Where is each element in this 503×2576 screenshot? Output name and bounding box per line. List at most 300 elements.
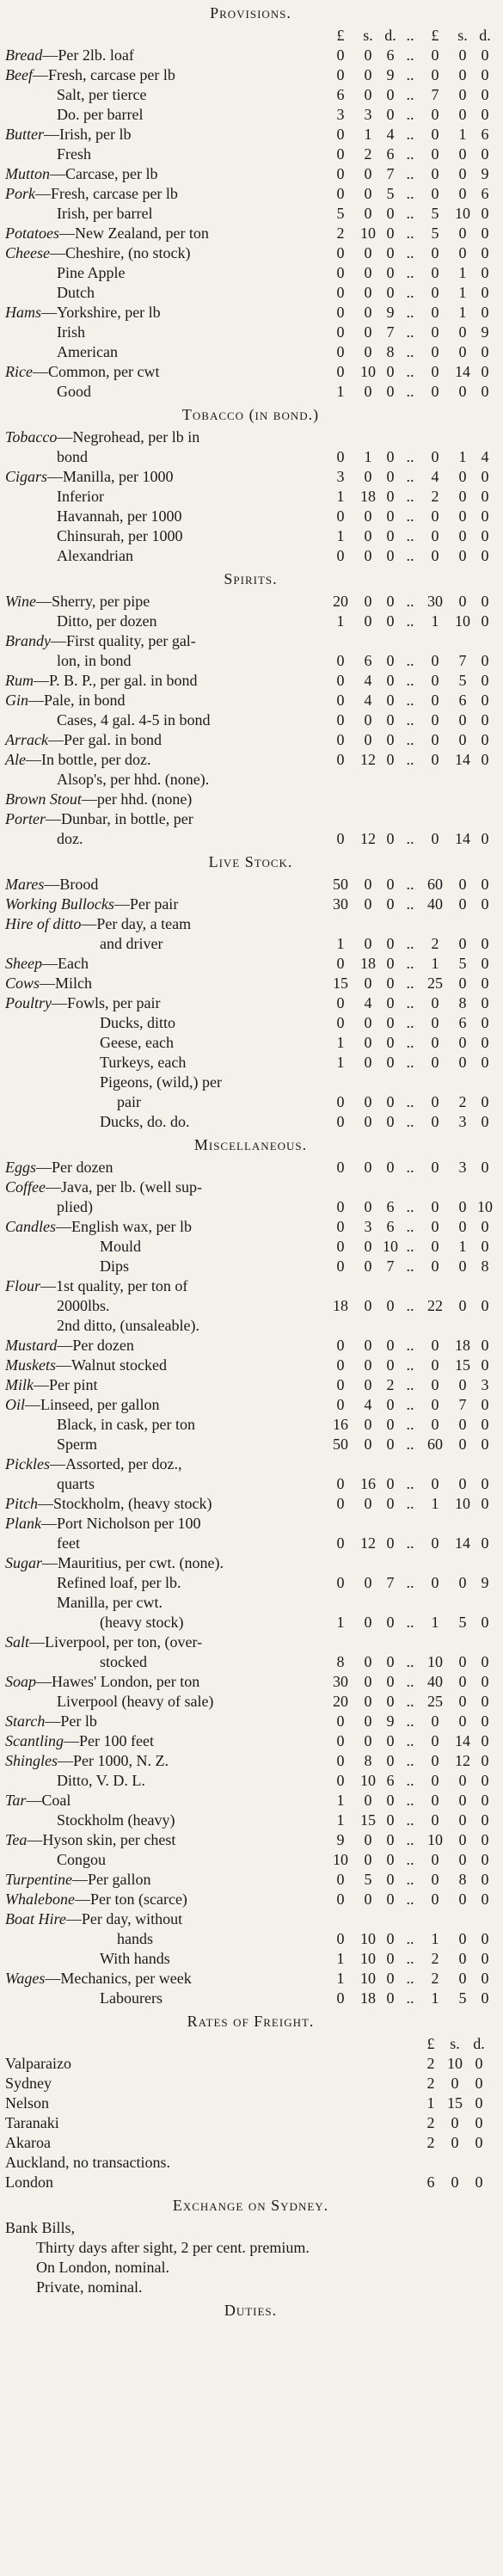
price-value: £ bbox=[431, 27, 439, 44]
price-value: 5 bbox=[458, 672, 467, 689]
price-row bbox=[5, 303, 496, 323]
price-value: 2 bbox=[431, 488, 439, 505]
range-separator: .. bbox=[406, 1534, 414, 1552]
price-value: 0 bbox=[364, 507, 372, 525]
price-value: 0 bbox=[386, 1014, 395, 1031]
range-separator: .. bbox=[406, 1054, 414, 1071]
price-value: 3 bbox=[336, 106, 345, 123]
item-name: Coffee bbox=[5, 1178, 46, 1196]
item-name: Tar bbox=[5, 1792, 27, 1809]
item-description bbox=[5, 1909, 324, 1929]
price-row bbox=[5, 1989, 496, 2008]
price-value: 0 bbox=[431, 830, 439, 847]
item-detail: Dips bbox=[100, 1257, 130, 1275]
range-separator: .. bbox=[406, 751, 414, 768]
price-value: 0 bbox=[431, 547, 439, 564]
price-value: 15 bbox=[360, 1811, 376, 1829]
price-value: 10 bbox=[427, 1653, 443, 1670]
freight-value: 2 bbox=[426, 2114, 435, 2131]
price-value: 0 bbox=[386, 205, 395, 222]
range-separator: .. bbox=[406, 323, 414, 341]
price-value: 8 bbox=[458, 994, 467, 1011]
price-row bbox=[5, 1751, 496, 1771]
item-text bbox=[100, 1238, 141, 1255]
price-row bbox=[5, 144, 496, 164]
item-text bbox=[5, 1396, 159, 1413]
freight-rate bbox=[419, 2153, 496, 2173]
item-detail: —P. B. P., per gal. in bond bbox=[34, 672, 198, 689]
price-value: 0 bbox=[481, 1014, 489, 1031]
price-value: 0 bbox=[458, 1970, 467, 1987]
price-value: 0 bbox=[431, 1792, 439, 1809]
item-text bbox=[100, 1989, 163, 2007]
price-value: 60 bbox=[427, 1436, 443, 1453]
item-detail: Inferior bbox=[57, 488, 104, 505]
price-value: 6 bbox=[386, 1198, 395, 1215]
price-columns bbox=[324, 283, 496, 303]
item-detail: bond bbox=[57, 448, 88, 465]
item-detail: —Pale, in bond bbox=[28, 692, 126, 709]
price-row bbox=[5, 1112, 496, 1132]
price-columns bbox=[324, 1375, 496, 1395]
price-value: 4 bbox=[364, 672, 372, 689]
freight-rate bbox=[419, 2113, 496, 2133]
price-value: 14 bbox=[455, 363, 470, 380]
price-columns bbox=[324, 46, 496, 65]
price-row bbox=[5, 467, 496, 487]
price-value: 0 bbox=[458, 547, 467, 564]
price-columns bbox=[324, 612, 496, 631]
item-description bbox=[5, 526, 324, 546]
item-text bbox=[5, 593, 150, 610]
item-name: Mares bbox=[5, 876, 45, 893]
price-value: 0 bbox=[336, 284, 345, 301]
price-row bbox=[5, 1296, 496, 1316]
item-text bbox=[100, 1014, 175, 1031]
price-columns bbox=[324, 974, 496, 993]
price-value: 6 bbox=[386, 1772, 395, 1789]
item-description bbox=[5, 1177, 324, 1197]
item-name: Turpentine bbox=[5, 1871, 73, 1888]
item-description bbox=[5, 362, 324, 382]
item-name: Whalebone bbox=[5, 1891, 75, 1908]
price-value: 0 bbox=[336, 1093, 345, 1110]
item-detail: —Fresh, carcase per lb bbox=[32, 66, 175, 83]
price-columns bbox=[324, 1013, 496, 1033]
price-row bbox=[5, 1791, 496, 1811]
item-detail: Manilla, per cwt. bbox=[57, 1594, 163, 1611]
price-value: 0 bbox=[481, 711, 489, 729]
price-value: 0 bbox=[386, 672, 395, 689]
price-value: 0 bbox=[458, 1673, 467, 1690]
item-description bbox=[5, 993, 324, 1013]
item-name: Cows bbox=[5, 974, 40, 992]
price-row bbox=[5, 651, 496, 671]
price-columns bbox=[324, 1870, 496, 1890]
price-row bbox=[5, 1053, 496, 1073]
item-description bbox=[5, 1929, 324, 1949]
price-row bbox=[5, 1454, 496, 1474]
price-value: 0 bbox=[364, 244, 372, 261]
price-row bbox=[5, 1929, 496, 1949]
tobacco-heading: Tobacco (in bond.) bbox=[181, 406, 320, 423]
range-separator: .. bbox=[406, 468, 414, 485]
price-value: 10 bbox=[360, 1930, 376, 1947]
item-text bbox=[57, 1198, 93, 1215]
exchange-line: Bank Bills, bbox=[5, 2219, 76, 2236]
price-value: 18 bbox=[333, 1297, 348, 1314]
price-value: 0 bbox=[431, 448, 439, 465]
freight-value: 6 bbox=[426, 2173, 435, 2191]
price-value: 0 bbox=[386, 895, 395, 913]
freight-destination: Nelson bbox=[5, 2094, 49, 2112]
item-description bbox=[5, 671, 324, 691]
price-columns bbox=[324, 1652, 496, 1672]
item-text bbox=[100, 935, 163, 952]
price-columns bbox=[324, 105, 496, 125]
price-columns bbox=[324, 507, 496, 526]
price-columns bbox=[324, 164, 496, 184]
item-text bbox=[5, 672, 198, 689]
item-name: Tea bbox=[5, 1831, 28, 1848]
price-value: 0 bbox=[386, 1054, 395, 1071]
item-description bbox=[5, 1276, 324, 1296]
price-value: 0 bbox=[364, 205, 372, 222]
freight-value: 10 bbox=[447, 2055, 463, 2072]
price-value: £ bbox=[336, 27, 345, 44]
price-value: 0 bbox=[336, 751, 345, 768]
price-value: 18 bbox=[360, 1989, 376, 2007]
freight-value: 0 bbox=[475, 2094, 483, 2112]
price-value: 0 bbox=[336, 1871, 345, 1888]
price-value: 0 bbox=[481, 593, 489, 610]
price-value: 0 bbox=[458, 1574, 467, 1591]
freight-value: 2 bbox=[426, 2075, 435, 2092]
price-columns bbox=[324, 1356, 496, 1375]
range-separator: .. bbox=[406, 1297, 414, 1314]
price-value: 0 bbox=[481, 383, 489, 400]
price-value: 12 bbox=[360, 751, 376, 768]
price-value: 0 bbox=[386, 507, 395, 525]
price-value: 0 bbox=[364, 46, 372, 64]
price-value: 0 bbox=[431, 343, 439, 360]
range-separator: .. bbox=[406, 711, 414, 729]
range-separator: .. bbox=[406, 1891, 414, 1908]
price-row bbox=[5, 790, 496, 809]
range-separator: .. bbox=[406, 1034, 414, 1051]
freight-rate bbox=[419, 2093, 496, 2113]
price-value: 0 bbox=[386, 1752, 395, 1769]
item-text bbox=[57, 284, 95, 301]
price-value: 1 bbox=[336, 935, 345, 952]
range-separator: .. bbox=[406, 1792, 414, 1809]
price-value: 0 bbox=[481, 488, 489, 505]
price-row bbox=[5, 1336, 496, 1356]
price-value: 1 bbox=[336, 612, 345, 630]
item-name: Bread bbox=[5, 46, 43, 64]
item-name: Tobacco bbox=[5, 428, 58, 446]
item-description bbox=[5, 1336, 324, 1356]
price-columns bbox=[324, 1257, 496, 1276]
freight-value: 0 bbox=[451, 2114, 459, 2131]
item-detail: Geese, each bbox=[100, 1034, 174, 1051]
price-value: 15 bbox=[455, 1356, 470, 1374]
freight-currency-header bbox=[419, 2034, 496, 2054]
price-value: 0 bbox=[336, 547, 345, 564]
item-name: Mustard bbox=[5, 1337, 58, 1354]
price-value: 0 bbox=[386, 1034, 395, 1051]
price-row bbox=[5, 914, 496, 934]
item-text bbox=[57, 1475, 95, 1492]
price-row bbox=[5, 974, 496, 993]
item-text bbox=[57, 1297, 110, 1314]
price-value: 1 bbox=[458, 126, 467, 143]
price-value: 0 bbox=[481, 1436, 489, 1453]
price-value: 0 bbox=[386, 692, 395, 709]
item-name: Soap bbox=[5, 1673, 36, 1690]
price-value: 0 bbox=[458, 86, 467, 103]
price-row bbox=[5, 954, 496, 974]
price-columns bbox=[324, 993, 496, 1013]
range-separator: .. bbox=[406, 86, 414, 103]
price-value: 0 bbox=[336, 1198, 345, 1215]
price-row bbox=[5, 1830, 496, 1850]
item-description bbox=[5, 1593, 324, 1613]
price-value: 30 bbox=[333, 1673, 348, 1690]
freight-rate bbox=[419, 2173, 496, 2192]
freight-rate bbox=[419, 2074, 496, 2093]
freight-value: 0 bbox=[451, 2173, 459, 2191]
price-value: 0 bbox=[431, 1014, 439, 1031]
price-value: 0 bbox=[481, 1034, 489, 1051]
price-row bbox=[5, 1534, 496, 1553]
price-value: 10 bbox=[360, 224, 376, 242]
price-value: 0 bbox=[431, 1198, 439, 1215]
price-value: 3 bbox=[458, 1159, 467, 1176]
item-text bbox=[100, 1073, 222, 1091]
range-separator: .. bbox=[406, 527, 414, 544]
price-columns bbox=[324, 790, 496, 809]
price-value: 7 bbox=[458, 1396, 467, 1413]
price-columns bbox=[324, 1435, 496, 1454]
item-detail: —Hyson skin, per chest bbox=[27, 1831, 176, 1848]
item-description bbox=[5, 1652, 324, 1672]
item-description bbox=[5, 224, 324, 243]
range-separator: .. bbox=[406, 1014, 414, 1031]
price-columns bbox=[324, 204, 496, 224]
freight-destination: London bbox=[5, 2173, 53, 2191]
item-detail: —Fresh, carcase per lb bbox=[35, 185, 178, 202]
price-value: 0 bbox=[386, 86, 395, 103]
price-value: 6 bbox=[481, 126, 489, 143]
price-value: 0 bbox=[481, 145, 489, 163]
price-value: 1 bbox=[431, 1930, 439, 1947]
range-separator: .. bbox=[406, 1989, 414, 2007]
price-value: 5 bbox=[386, 185, 395, 202]
price-row bbox=[5, 487, 496, 507]
price-value: 0 bbox=[386, 955, 395, 972]
price-value: 0 bbox=[481, 66, 489, 83]
item-description bbox=[5, 1969, 324, 1989]
price-value: 2 bbox=[431, 935, 439, 952]
price-value: 0 bbox=[336, 185, 345, 202]
item-text bbox=[57, 86, 146, 103]
price-value: 0 bbox=[481, 547, 489, 564]
freight-value: 0 bbox=[475, 2173, 483, 2191]
price-value: 0 bbox=[481, 507, 489, 525]
range-separator: .. bbox=[406, 1356, 414, 1374]
price-value: 0 bbox=[431, 1034, 439, 1051]
freight-row bbox=[5, 2133, 496, 2153]
price-value: 0 bbox=[336, 145, 345, 163]
item-text bbox=[5, 1337, 134, 1354]
price-value: 0 bbox=[386, 1989, 395, 2007]
price-value: 9 bbox=[336, 1831, 345, 1848]
item-detail: —Common, per cwt bbox=[32, 363, 160, 380]
price-value: 0 bbox=[364, 1693, 372, 1710]
range-separator: .. bbox=[406, 1871, 414, 1888]
freight-row bbox=[5, 2113, 496, 2133]
item-detail: Alsop's, per hhd. (none). bbox=[57, 771, 210, 788]
price-value: 0 bbox=[364, 1034, 372, 1051]
item-detail: —Per pair bbox=[113, 895, 179, 913]
price-columns bbox=[324, 1237, 496, 1257]
price-value: s. bbox=[457, 27, 468, 44]
price-columns bbox=[324, 914, 496, 934]
item-text bbox=[5, 955, 89, 972]
price-columns bbox=[324, 1949, 496, 1969]
price-value: 0 bbox=[481, 1950, 489, 1967]
range-separator: .. bbox=[406, 1772, 414, 1789]
price-value: 0 bbox=[481, 1673, 489, 1690]
price-value: 0 bbox=[481, 86, 489, 103]
price-columns bbox=[324, 85, 496, 105]
price-columns bbox=[324, 1053, 496, 1073]
price-value: 0 bbox=[364, 895, 372, 913]
price-value: 0 bbox=[458, 876, 467, 893]
price-value: 0 bbox=[458, 185, 467, 202]
price-row bbox=[5, 1435, 496, 1454]
price-value: 0 bbox=[481, 830, 489, 847]
item-detail: —Stockholm, (heavy stock) bbox=[38, 1495, 212, 1512]
price-columns bbox=[324, 934, 496, 954]
price-value: 9 bbox=[386, 304, 395, 321]
price-row bbox=[5, 631, 496, 651]
price-value: 0 bbox=[386, 1732, 395, 1749]
item-name: Ale bbox=[5, 751, 26, 768]
price-columns bbox=[324, 770, 496, 790]
price-value: 0 bbox=[386, 1673, 395, 1690]
price-value: 6 bbox=[336, 86, 345, 103]
price-value: 0 bbox=[431, 652, 439, 669]
price-value: 1 bbox=[458, 264, 467, 281]
price-value: 0 bbox=[431, 1054, 439, 1071]
price-value: 0 bbox=[481, 46, 489, 64]
price-columns bbox=[324, 1969, 496, 1989]
price-value: 0 bbox=[364, 547, 372, 564]
price-columns bbox=[324, 750, 496, 770]
item-name: Shingles bbox=[5, 1752, 58, 1769]
item-detail: —Per day, without bbox=[65, 1910, 183, 1927]
freight-value: 1 bbox=[426, 2094, 435, 2112]
price-value: 6 bbox=[386, 46, 395, 64]
price-value: 1 bbox=[336, 488, 345, 505]
price-row bbox=[5, 1672, 496, 1692]
price-value: 0 bbox=[386, 244, 395, 261]
price-value: 0 bbox=[481, 1218, 489, 1235]
price-value: 0 bbox=[481, 264, 489, 281]
item-detail: Cases, 4 gal. 4-5 in bond bbox=[57, 711, 211, 729]
item-text bbox=[5, 1910, 182, 1927]
price-value: 0 bbox=[364, 1257, 372, 1275]
item-text bbox=[5, 1752, 169, 1769]
price-value: 0 bbox=[481, 304, 489, 321]
price-value: 18 bbox=[455, 1337, 470, 1354]
price-value: 0 bbox=[431, 145, 439, 163]
range-separator: .. bbox=[406, 974, 414, 992]
price-value: 0 bbox=[336, 1891, 345, 1908]
price-columns bbox=[324, 1830, 496, 1850]
item-description bbox=[5, 710, 324, 730]
price-value: 0 bbox=[336, 1772, 345, 1789]
item-text bbox=[5, 731, 162, 748]
price-value: 0 bbox=[336, 1337, 345, 1354]
price-value: 0 bbox=[386, 1851, 395, 1868]
price-value: 0 bbox=[481, 1772, 489, 1789]
price-columns bbox=[324, 382, 496, 402]
price-value: 0 bbox=[431, 1574, 439, 1591]
price-value: 0 bbox=[364, 1891, 372, 1908]
price-value: 0 bbox=[336, 830, 345, 847]
item-name: Brandy bbox=[5, 632, 51, 649]
price-value: 0 bbox=[458, 1218, 467, 1235]
price-value: 3 bbox=[364, 106, 372, 123]
price-value: 0 bbox=[431, 692, 439, 709]
price-value: 60 bbox=[427, 876, 443, 893]
price-value: 0 bbox=[458, 383, 467, 400]
price-columns bbox=[324, 651, 496, 671]
item-description bbox=[5, 85, 324, 105]
item-text bbox=[5, 895, 178, 913]
item-detail: —Hawes' London, per ton bbox=[36, 1673, 200, 1690]
price-value: 10 bbox=[427, 1831, 443, 1848]
range-separator: .. bbox=[406, 343, 414, 360]
item-description bbox=[5, 342, 324, 362]
price-value: 0 bbox=[431, 1416, 439, 1433]
price-value: 4 bbox=[481, 448, 489, 465]
price-value: 0 bbox=[336, 1159, 345, 1176]
price-value: 0 bbox=[458, 66, 467, 83]
price-value: 0 bbox=[336, 1113, 345, 1130]
range-separator: .. bbox=[406, 994, 414, 1011]
item-name: Eggs bbox=[5, 1159, 36, 1176]
price-value: 0 bbox=[431, 1772, 439, 1789]
price-value: 0 bbox=[431, 751, 439, 768]
item-name: Pitch bbox=[5, 1495, 38, 1512]
price-value: 0 bbox=[386, 488, 395, 505]
item-text bbox=[5, 1277, 187, 1294]
price-value: 0 bbox=[386, 1416, 395, 1433]
price-row bbox=[5, 46, 496, 65]
price-value: 0 bbox=[364, 711, 372, 729]
price-value: 0 bbox=[458, 106, 467, 123]
item-text bbox=[5, 1673, 199, 1690]
price-value: 6 bbox=[481, 185, 489, 202]
price-value: 0 bbox=[431, 363, 439, 380]
item-detail: Dutch bbox=[57, 284, 95, 301]
range-separator: .. bbox=[406, 1198, 414, 1215]
price-columns bbox=[324, 467, 496, 487]
